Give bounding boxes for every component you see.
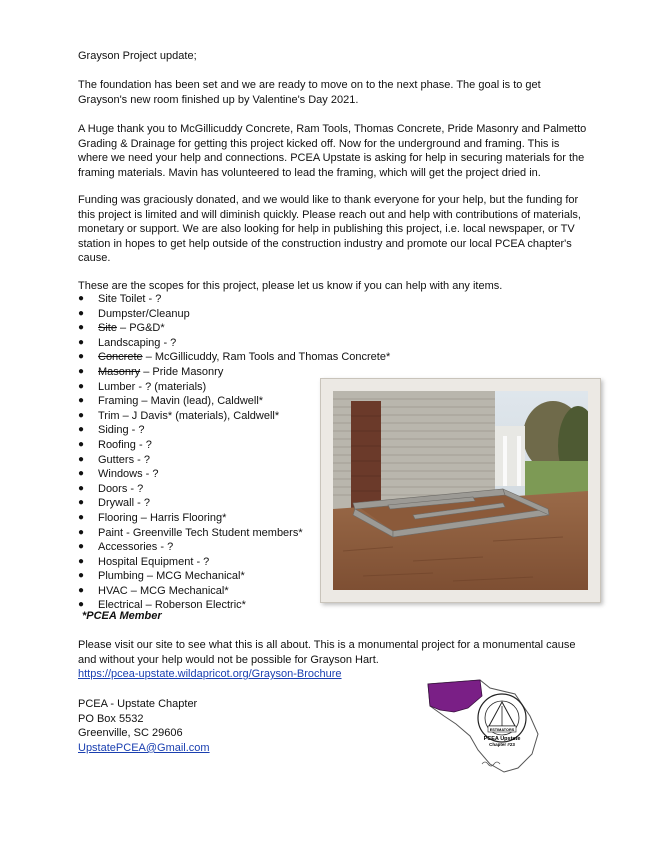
scope-text: Landscaping - ? bbox=[98, 336, 177, 349]
paragraph-funding: Funding was graciously donated, and we would like to thank everyone for your help, but the funding for this project is limited and will diminish quickly. Please reach out and help with contributions of materials, monetary or support. We are also looking for help in publishing this project, i.e. local newspaper, or TV station in hopes to get help outside of the construction industry and promote our local PCEA chapter's cause. bbox=[78, 194, 581, 265]
scope-text: HVAC – MCG Mechanical* bbox=[98, 584, 229, 597]
scope-text: Paint - Greenville Tech Student members* bbox=[98, 526, 303, 539]
scope-text: – PG&D* bbox=[116, 322, 165, 335]
email-link[interactable]: UpstatePCEA@Gmail.com bbox=[78, 741, 210, 754]
scope-text: Plumbing – MCG Mechanical* bbox=[98, 570, 245, 583]
bullet-icon: ● bbox=[78, 409, 85, 421]
bullet-icon: ● bbox=[78, 584, 85, 596]
scope-text: Doors - ? bbox=[98, 482, 144, 495]
bullet-icon: ● bbox=[78, 438, 85, 450]
scope-text: Siding - ? bbox=[98, 424, 145, 437]
logo-chapter: Chapter #23 bbox=[489, 742, 515, 747]
bullet-icon: ● bbox=[78, 570, 85, 582]
bullet-icon: ● bbox=[78, 307, 85, 319]
bullet-icon: ● bbox=[78, 541, 85, 553]
address-line-pobox: PO Box 5532 bbox=[78, 712, 144, 725]
bullet-icon: ● bbox=[78, 322, 85, 334]
pcea-logo bbox=[420, 676, 550, 779]
bullet-icon: ● bbox=[78, 351, 85, 363]
scope-text: Windows - ? bbox=[98, 468, 159, 481]
scope-item bbox=[78, 336, 390, 351]
scope-text: Accessories - ? bbox=[98, 541, 174, 554]
foundation-photo bbox=[333, 391, 588, 590]
bullet-icon: ● bbox=[78, 482, 85, 494]
brochure-link[interactable]: https://pcea-upstate.wildapricot.org/Grayson-Brochure bbox=[78, 668, 342, 681]
scope-item bbox=[78, 321, 390, 336]
bullet-icon: ● bbox=[78, 336, 85, 348]
scope-text: – Pride Masonry bbox=[140, 365, 224, 378]
scope-text: Flooring – Harris Flooring* bbox=[98, 511, 227, 524]
greeting: Grayson Project update; bbox=[78, 50, 197, 62]
bullet-icon: ● bbox=[78, 395, 85, 407]
scope-completed-label: Concrete bbox=[98, 351, 143, 364]
sc-map-logo-icon bbox=[420, 676, 550, 776]
address-line-chapter: PCEA - Upstate Chapter bbox=[78, 698, 198, 710]
bullet-icon: ● bbox=[78, 293, 85, 304]
bullet-icon: ● bbox=[78, 555, 85, 567]
scope-text: Drywall - ? bbox=[98, 497, 150, 510]
bullet-icon: ● bbox=[78, 511, 85, 523]
scope-text: Hospital Equipment - ? bbox=[98, 555, 210, 568]
scope-completed-label: Masonry bbox=[98, 365, 141, 378]
scope-text: – McGillicuddy, Ram Tools and Thomas Concrete* bbox=[142, 351, 391, 364]
bullet-icon: ● bbox=[78, 468, 85, 480]
logo-name: PCEA Upstate bbox=[483, 736, 521, 742]
bullet-icon: ● bbox=[78, 599, 85, 611]
scope-text: Electrical – Roberson Electric* bbox=[98, 599, 246, 612]
address-line-city: Greenville, SC 29606 bbox=[78, 727, 183, 740]
foundation-photo-frame bbox=[320, 378, 601, 603]
scope-text: Trim – J Davis* (materials), Caldwell* bbox=[98, 409, 280, 422]
bullet-icon: ● bbox=[78, 453, 85, 465]
paragraph-thanks: A Huge thank you to McGillicuddy Concrete, Ram Tools, Thomas Concrete, Pride Masonry and Palmetto Grading & Drainage for getting this project kicked off. Now for the underground and framing. This is where we need your help and connections. PCEA Upstate is asking for help in securing materials for the framing materials. Mavin has volunteered to lead the framing, which will get the project dried in. bbox=[78, 123, 587, 179]
scope-text: Framing – Mavin (lead), Caldwell* bbox=[98, 395, 264, 408]
scope-text: Site Toilet - ? bbox=[98, 293, 162, 305]
scope-item bbox=[78, 307, 390, 322]
scope-text: Lumber - ? (materials) bbox=[98, 380, 207, 393]
scope-text: Roofing - ? bbox=[98, 438, 152, 451]
logo-banner: ESTIMATORS bbox=[489, 728, 515, 732]
bullet-icon: ● bbox=[78, 526, 85, 538]
scope-item bbox=[78, 292, 390, 307]
scope-completed-label: Site bbox=[98, 322, 117, 335]
paragraph-goal: The foundation has been set and we are ready to move on to the next phase. The goal is to get Grayson's new room finished up by Valentine's Day 2021. bbox=[78, 79, 541, 106]
scope-item bbox=[78, 350, 390, 365]
closing-text: Please visit our site to see what this is all about. This is a monumental project for a monumental cause and without your help would not be possible for Grayson Hart. bbox=[78, 639, 576, 666]
scopes-intro: These are the scopes for this project, please let us know if you can help with any items. bbox=[78, 280, 503, 292]
bullet-icon: ● bbox=[78, 497, 85, 509]
scope-text: Dumpster/Cleanup bbox=[98, 307, 190, 320]
member-note: *PCEA Member bbox=[82, 610, 162, 622]
bullet-icon: ● bbox=[78, 380, 85, 392]
bullet-icon: ● bbox=[78, 365, 85, 377]
scope-text: Gutters - ? bbox=[98, 453, 150, 466]
bullet-icon: ● bbox=[78, 424, 85, 436]
chapter-address bbox=[78, 697, 210, 755]
